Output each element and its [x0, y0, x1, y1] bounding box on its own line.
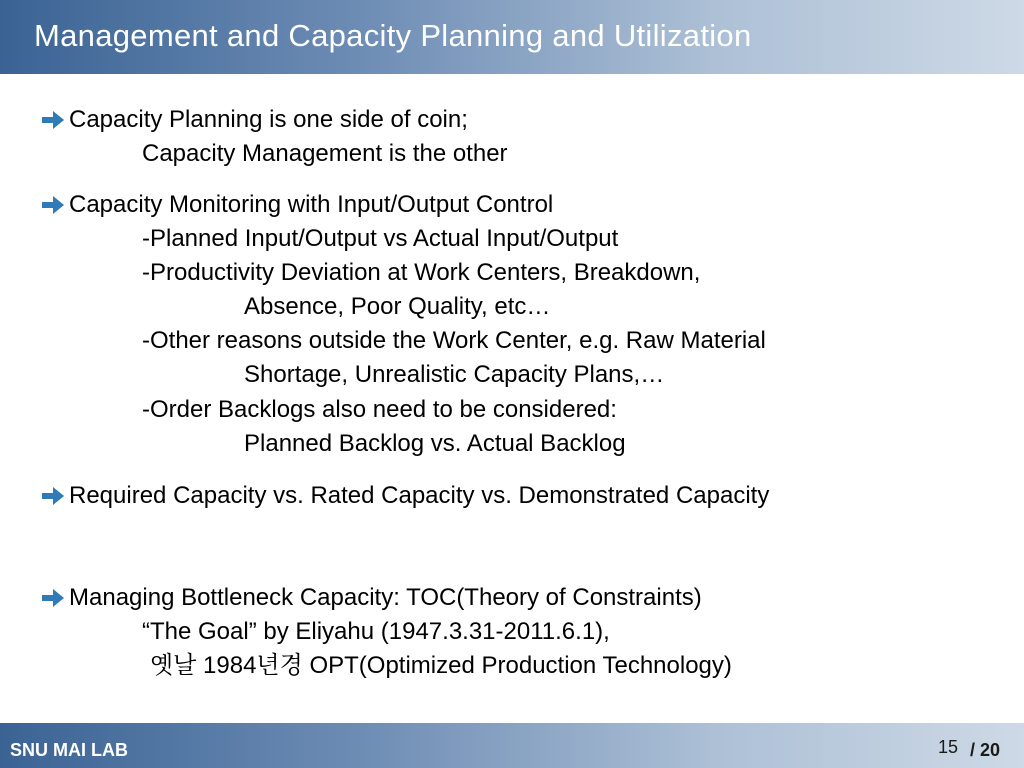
bullet-1-text: Capacity Planning is one side of coin;: [69, 106, 468, 133]
bullet-2-sub-3: Absence, Poor Quality, etc…: [244, 293, 551, 320]
right-arrow-icon: [40, 484, 66, 508]
bullet-2-sub-5: Shortage, Unrealistic Capacity Plans,…: [244, 361, 665, 388]
bullet-2-sub-2: -Productivity Deviation at Work Centers, Breakdown,: [142, 259, 701, 286]
bullet-2-sub-7: Planned Backlog vs. Actual Backlog: [244, 430, 626, 457]
right-arrow-icon: [40, 586, 66, 610]
right-arrow-icon: [40, 108, 66, 132]
footer-lab-name: SNU MAI LAB: [10, 740, 128, 760]
bullet-4-sub-2: 옛날 1984년경 OPT(Optimized Production Technology): [150, 652, 732, 679]
bullet-1-sub-1: Capacity Management is the other: [142, 140, 508, 167]
bullet-2-sub-4: -Other reasons outside the Work Center, e.g. Raw Material: [142, 327, 766, 354]
slide-title: Management and Capacity Planning and Utilization: [34, 18, 752, 53]
page-number-current: 15: [938, 737, 959, 757]
bullet-2-text: Capacity Monitoring with Input/Output Control: [69, 191, 554, 218]
bullet-4-sub-1: “The Goal” by Eliyahu (1947.3.31-2011.6.1),: [142, 618, 610, 645]
bullet-2-sub-6: -Order Backlogs also need to be considered:: [142, 396, 617, 423]
bullet-3-text: Required Capacity vs. Rated Capacity vs. Demonstrated Capacity: [69, 482, 770, 509]
bullet-2-sub-1: -Planned Input/Output vs Actual Input/Output: [142, 225, 619, 252]
footer-bar: [0, 723, 1024, 768]
bullet-4-text: Managing Bottleneck Capacity: TOC(Theory of Constraints): [69, 584, 702, 611]
page-number-total: / 20: [970, 740, 1001, 760]
right-arrow-icon: [40, 193, 66, 217]
